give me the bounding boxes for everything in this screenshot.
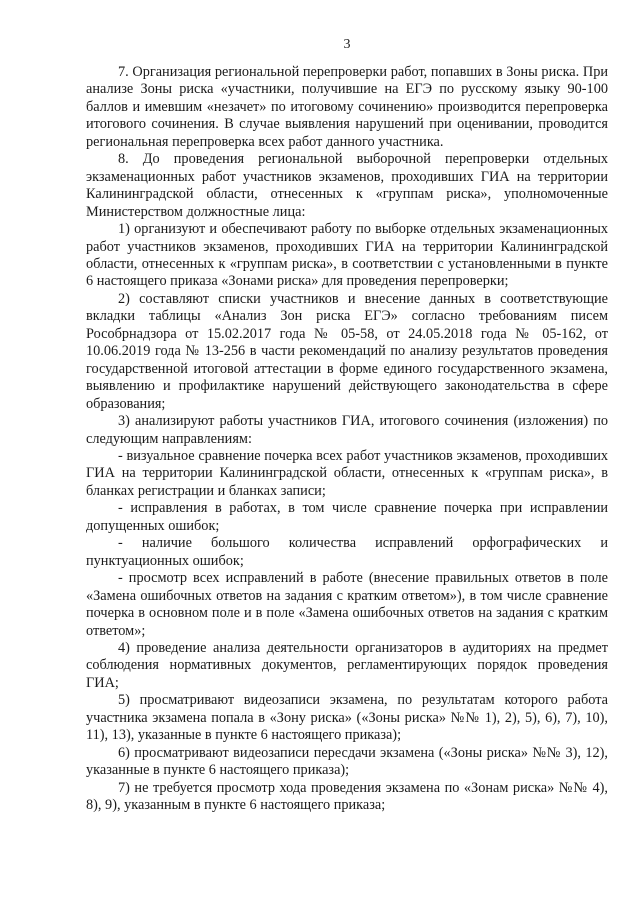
bullet-review-corrections: - просмотр всех исправлений в работе (внесение правильных ответов в поле «Замена ошибочных ответов на задания с кратким ответом»), в том числе сравнение почерка в основном поле и в поле «Замена ошибочных ответов на задания с кратким ответом»; [86, 570, 608, 639]
subitem-7-no-review-required: 7) не требуется просмотр хода проведения экзамена по «Зонам риска» №№ 4), 8), 9), указанным в пункте 6 настоящего приказа; [86, 779, 608, 814]
subitem-1-organize-selection: 1) организуют и обеспечивают работу по выборке отдельных экзаменационных работ участников экзаменов, проходивших ГИА на территории Калининградской области, отнесенных к «группам риска», в соответствии с установленными в пункте 6 настоящего приказа «Зонами риска» для проведения перепроверки; [86, 221, 608, 290]
subitem-4-organizer-analysis: 4) проведение анализа деятельности организаторов в аудиториях на предмет соблюдения нормативных документов, регламентирующих порядок проведения ГИА; [86, 639, 608, 691]
paragraph-item-7: 7. Организация региональной перепроверки работ, попавших в Зоны риска. При анализе Зоны риска «участники, получившие на ЕГЭ по русскому языку 90-100 баллов и имевшим «незачет» по итоговому сочинению» производится перепроверка итогового сочинения. В случае выявления нарушений при оценивании, проводится региональная перепроверка всех работ данного участника. [86, 64, 608, 150]
document-body [86, 64, 608, 814]
paragraph-item-8: 8. До проведения региональной выборочной перепроверки отдельных экзаменационных работ участников экзаменов, проходивших ГИА на территории Калининградской области, отнесенных к «группам риска», уполномоченные Министерством должностные лица: [86, 151, 608, 220]
subitem-5-view-video: 5) просматривают видеозаписи экзамена, по результатам которого работа участника экзамена попала в «Зону риска» («Зоны риска» №№ 1), 2), 5), 6), 7), 10), 11), 13), указанные в пункте 6 настоящего приказа); [86, 692, 608, 744]
bullet-corrections: - исправления в работах, в том числе сравнение почерка при исправлении допущенных ошибок; [86, 500, 608, 534]
subitem-3-analyze-works: 3) анализируют работы участников ГИА, итогового сочинения (изложения) по следующим направлениям: [86, 413, 608, 447]
subitem-2-compile-lists: 2) составляют списки участников и внесение данных в соответствующие вкладки таблицы «Анализ Зон риска ЕГЭ» согласно требованиям писем Рособрнадзора от 15.02.2017 года № 05-58, от 24.05.2018 года № 05-162, от 10.06.2019 года № 13-256 в части рекомендаций по анализу результатов проведения государственной итоговой аттестации в форме единого государственного экзамена, выявлению и профилактике нарушений действующего законодательства в сфере образования; [86, 290, 608, 412]
bullet-handwriting-comparison: - визуальное сравнение почерка всех работ участников экзаменов, проходивших ГИА на территории Калининградской области, отнесенных к «группам риска», в бланках регистрации и бланках записи; [86, 447, 608, 499]
subitem-6-view-retake-video: 6) просматривают видеозаписи пересдачи экзамена («Зоны риска» №№ 3), 12), указанные в пункте 6 настоящего приказа); [86, 744, 608, 779]
bullet-many-corrections: - наличие большого количества исправлений орфографических и пунктуационных ошибок; [86, 535, 608, 569]
document-page [86, 0, 608, 905]
page-number: 3 [343, 37, 351, 52]
